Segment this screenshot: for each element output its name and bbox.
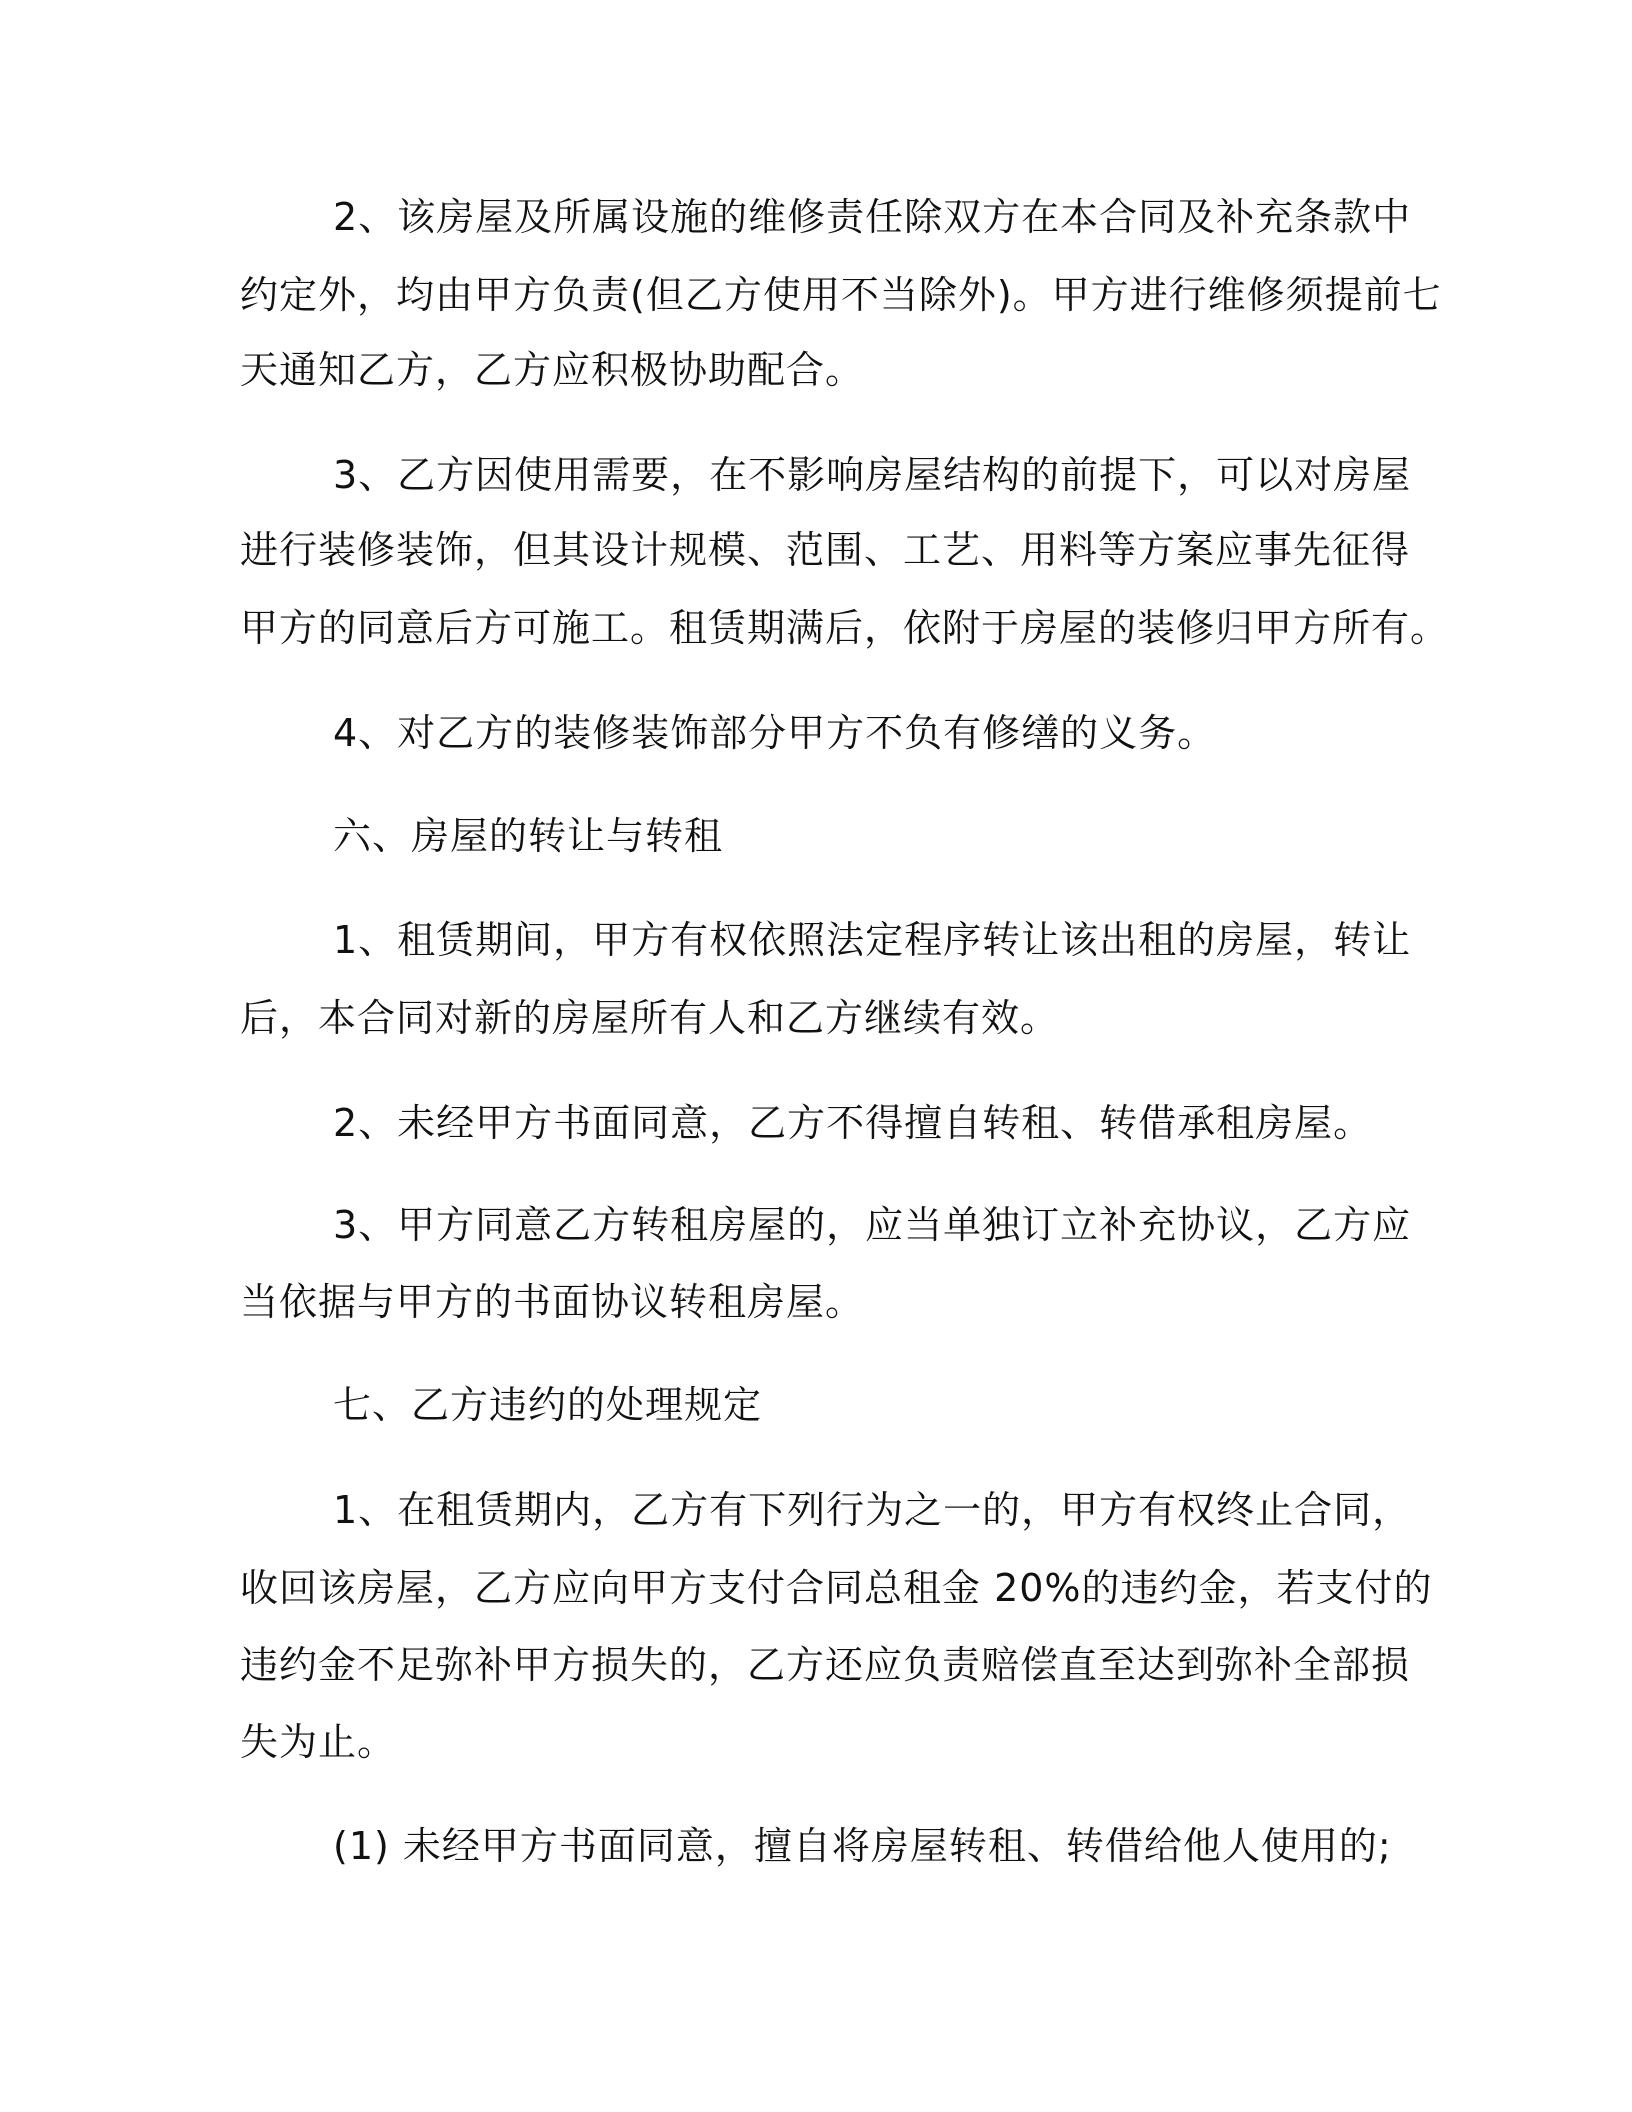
section-heading-7: 七、乙方违约的处理规定	[333, 1383, 763, 1427]
paragraph-3-line-1: 4、对乙方的装修装饰部分甲方不负有修缮的义务。	[333, 711, 1217, 755]
paragraph-8-line-1: (1) 未经甲方书面同意，擅自将房屋转租、转借给他人使用的;	[333, 1824, 1392, 1868]
paragraph-7-line-2: 收回该房屋，乙方应向甲方支付合同总租金 20%的违约金，若支付的	[240, 1566, 1433, 1610]
paragraph-4-line-1: 1、租赁期间，甲方有权依照法定程序转让该出租的房屋，转让	[333, 918, 1412, 962]
paragraph-7-line-3: 违约金不足弥补甲方损失的，乙方还应负责赔偿直至达到弥补全部损	[240, 1643, 1411, 1687]
paragraph-6-line-1: 3、甲方同意乙方转租房屋的，应当单独订立补充协议，乙方应	[333, 1203, 1412, 1247]
paragraph-7-line-4: 失为止。	[240, 1720, 397, 1764]
paragraph-1-line-2: 约定外，均由甲方负责(但乙方使用不当除外)。甲方进行维修须提前七	[240, 273, 1442, 317]
paragraph-7-line-1: 1、在租赁期内，乙方有下列行为之一的，甲方有权终止合同，	[333, 1488, 1412, 1532]
paragraph-1-line-3: 天通知乙方，乙方应积极协助配合。	[240, 348, 865, 392]
paragraph-2-line-3: 甲方的同意后方可施工。租赁期满后，依附于房屋的装修归甲方所有。	[240, 606, 1450, 650]
paragraph-5-line-1: 2、未经甲方书面同意，乙方不得擅自转租、转借承租房屋。	[333, 1101, 1373, 1145]
section-heading-6: 六、房屋的转让与转租	[333, 814, 724, 858]
paragraph-2-line-1: 3、乙方因使用需要，在不影响房屋结构的前提下，可以对房屋	[333, 453, 1412, 497]
paragraph-2-line-2: 进行装修装饰，但其设计规模、范围、工艺、用料等方案应事先征得	[240, 528, 1411, 572]
paragraph-1-line-1: 2、该房屋及所属设施的维修责任除双方在本合同及补充条款中	[333, 195, 1412, 239]
paragraph-6-line-2: 当依据与甲方的书面协议转租房屋。	[240, 1280, 865, 1324]
paragraph-4-line-2: 后，本合同对新的房屋所有人和乙方继续有效。	[240, 996, 1060, 1040]
